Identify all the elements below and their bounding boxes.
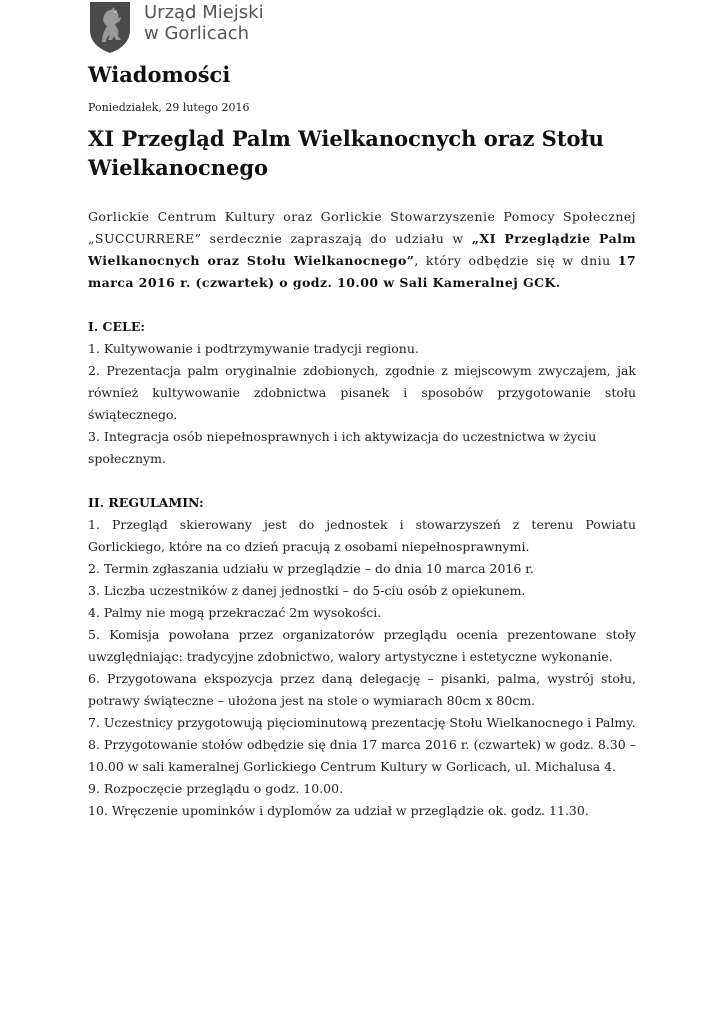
organization-name <box>144 2 264 44</box>
list-item: 3. Integracja osób niepełnosprawnych i ich aktywizacja do uczestnictwa w życiu społecznym. <box>88 429 597 466</box>
list-item: 4. Palmy nie mogą przekraczać 2m wysokości. <box>88 605 382 620</box>
list-item: 2. Termin zgłaszania udziału w przeglądzie – do dnia 10 marca 2016 r. <box>88 561 534 576</box>
intro-event-datetime: 17 marca 2016 r. (czwartek) o godz. 10.00 w Sali Kameralnej GCK. <box>88 253 636 290</box>
city-crest-logo <box>88 0 132 54</box>
intro-text-1: Gorlickie Centrum Kultury oraz Gorlickie Stowarzyszenie Pomocy Społecznej „SUCCURRERE” serdecznie zapraszają do udziału w <box>88 209 636 246</box>
list-item: 9. Rozpoczęcie przeglądu o godz. 10.00. <box>88 781 344 796</box>
list-item: 7. Uczestnicy przygotowują pięciominutową prezentację Stołu Wielkanocnego i Palmy. <box>88 715 636 730</box>
goals-list <box>88 338 636 470</box>
article-body <box>88 206 636 822</box>
site-header <box>88 0 264 56</box>
list-item: 3. Liczba uczestników z danej jednostki – do 5-ciu osób z opiekunem. <box>88 583 526 598</box>
list-item: 8. Przygotowanie stołów odbędzie się dnia 17 marca 2016 r. (czwartek) w godz. 8.30 – 10.00 w sali kameralnej Gorlickiego Centrum Kultury w Gorlicach, ul. Michalusa 4. <box>88 737 636 774</box>
intro-event-name: „XI Przeglądzie Palm Wielkanocnych oraz Stołu Wielkanocnego” <box>88 231 636 268</box>
list-item: 5. Komisja powołana przez organizatorów przeglądu ocenia prezentowane stoły uwzględniając: tradycyjne zdobnictwo, walory artystyczne i estetyczne wykonanie. <box>88 627 636 664</box>
list-item: 2. Prezentacja palm oryginalnie zdobionych, zgodnie z miejscowym zwyczajem, jak również kultywowanie zdobnictwa pisanek i sposobów przygotowanie stołu świątecznego. <box>88 363 636 422</box>
intro-text-2: , który odbędzie się w dniu <box>414 253 618 268</box>
organization-name-line-1: Urząd Miejski <box>144 2 264 23</box>
section-title: Wiadomości <box>88 62 231 87</box>
publication-date: Poniedziałek, 29 lutego 2016 <box>88 101 250 114</box>
goals-heading: I. CELE: <box>88 319 145 334</box>
organization-name-line-2: w Gorlicach <box>144 23 250 44</box>
list-item: 6. Przygotowana ekspozycja przez daną delegację – pisanki, palma, wystrój stołu, potrawy świąteczne – ułożona jest na stole o wymiarach 80cm x 80cm. <box>88 671 636 708</box>
article-title: XI Przegląd Palm Wielkanocnych oraz Stołu Wielkanocnego <box>88 126 604 180</box>
intro-paragraph <box>88 206 636 294</box>
list-item: 1. Przegląd skierowany jest do jednostek i stowarzyszeń z terenu Powiatu Gorlickiego, które na co dzień pracują z osobami niepełnosprawnymi. <box>88 517 636 554</box>
list-item: 10. Wręczenie upominków i dyplomów za udział w przeglądzie ok. godz. 11.30. <box>88 803 589 818</box>
list-item: 1. Kultywowanie i podtrzymywanie tradycji regionu. <box>88 341 419 356</box>
rules-list <box>88 514 636 822</box>
rules-heading: II. REGULAMIN: <box>88 495 204 510</box>
